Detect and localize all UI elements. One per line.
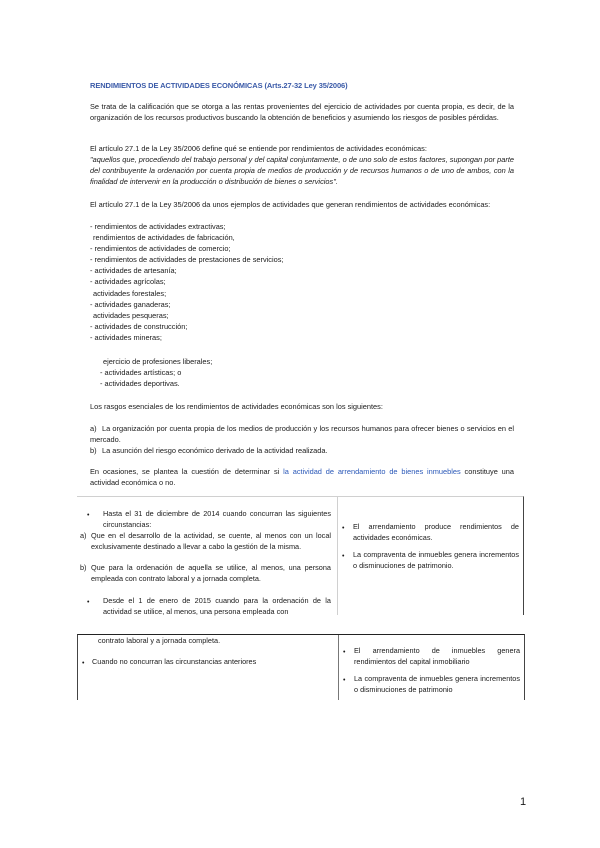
condition-b-label: b) [80,563,87,572]
bullet-icon: • [343,677,346,684]
feature-a-label: a) [90,424,97,433]
leasing-table-part-2 [77,634,525,700]
list-item: - rendimientos de actividades de prestaciones de servicios; [90,255,284,265]
leasing-question-post: constituye una actividad económica o no. [90,467,514,487]
bullet-icon: • [87,512,90,519]
bullet-icon: • [87,599,90,606]
list-item: actividades pesqueras; [93,310,169,320]
list-item: - actividades de construcción; [90,321,188,331]
feature-b-label: b) [90,446,97,455]
list-item: - actividades de artesanía; [90,266,177,276]
column-divider [338,635,339,700]
leasing-capital-result: El arrendamiento de inmuebles genera rendimientos del capital inmobiliario [354,646,520,666]
feature-a-text: La organización por cuenta propia de los medios de producción y los recursos humanos para ofrecer bienes o servicios en el mercado. [90,424,514,444]
bullet-icon: • [82,660,85,667]
list-item: - rendimientos de actividades extractivas; [90,222,226,231]
list-item: - actividades mineras; [90,332,162,342]
leasing-table-part-1 [77,496,524,615]
list-item: actividades forestales; [93,288,167,298]
features-paragraph: Los rasgos esenciales de los rendimientos de actividades económicas son los siguientes: [90,402,383,411]
column-divider [337,497,338,615]
sale-patrimony-result: La compraventa de inmuebles genera incrementos o disminuciones de patrimonio [354,674,520,694]
feature-a [90,423,514,445]
list-item: - actividades ganaderas; [90,299,171,309]
until-2014-condition: Hasta el 31 de diciembre de 2014 cuando concurran las siguientes circunstancias: [103,509,331,529]
condition-a-label: a) [80,531,87,540]
leasing-result: El arrendamiento produce rendimientos de actividades económicas. [353,522,519,542]
list-item: - actividades artísticas; o [100,368,182,377]
definition-paragraph [90,143,514,187]
since-2015-condition: Desde el 1 de enero de 2015 cuando para la ordenación de la actividad se utilice, al menos, una persona empleada con [103,596,331,616]
list-item: - actividades agrícolas; [90,277,166,287]
activities-list [90,221,284,343]
leasing-question-pre: En ocasiones, se plantea la cuestión de determinar si [90,467,280,476]
leasing-link[interactable]: la actividad de arrendamiento de bienes inmuebles [283,467,461,476]
list-item: ejercicio de profesiones liberales; [103,357,213,366]
condition-b-text: Que para la ordenación de aquella se utilice, al menos, una persona empleada con contrato laboral y a jornada completa. [91,563,331,583]
leasing-question-paragraph [90,466,514,488]
page-number: 1 [520,796,527,808]
intro-paragraph: Se trata de la calificación que se otorga a las rentas provenientes del ejercicio de actividades por cuenta propia, es decir, de la organización de los recursos productivos buscando la obtención de beneficios y asumiendo los riesgos de posibles pérdidas. [90,102,514,122]
definition-quote: "aquellos que, procediendo del trabajo personal y del capital conjuntamente, o de uno solo de estos factores, supongan por parte del contribuyente la ordenación por cuenta propia de medios de producción y de recursos humanos o de uno de ambos, con la finalidad de intervenir en la producción o distribución de bienes o servicios". [90,155,514,186]
otherwise-condition: Cuando no concurran las circunstancias anteriores [92,657,257,666]
list-item: - actividades deportivas. [100,379,180,388]
sale-result: La compraventa de inmuebles genera incrementos o disminuciones de patrimonio. [353,550,519,570]
page-title: RENDIMIENTOS DE ACTIVIDADES ECONÓMICAS (Arts.27-32 Ley 35/2006) [90,81,348,90]
list-item: - rendimientos de actividades de comercio; [90,244,231,254]
condition-a-text: Que en el desarrollo de la actividad, se cuente, al menos con un local exclusivamente destinado a llevar a cabo la gestión de la misma. [91,531,331,551]
feature-b [90,445,514,456]
list-item: rendimientos de actividades de fabricación, [93,233,235,243]
bullet-icon: • [342,553,345,560]
contract-continuation: contrato laboral y a jornada completa. [98,636,221,645]
bullet-icon: • [342,525,345,532]
activities-list-continued [100,356,212,389]
bullet-icon: • [343,649,346,656]
feature-b-text: La asunción del riesgo económico derivado de la actividad realizada. [102,446,328,455]
examples-paragraph: El artículo 27.1 de la Ley 35/2006 da unos ejemplos de actividades que generan rendimientos de actividades económicas: [90,200,491,209]
definition-lead: El artículo 27.1 de la Ley 35/2006 define qué se entiende por rendimientos de actividades económicas: [90,144,427,153]
